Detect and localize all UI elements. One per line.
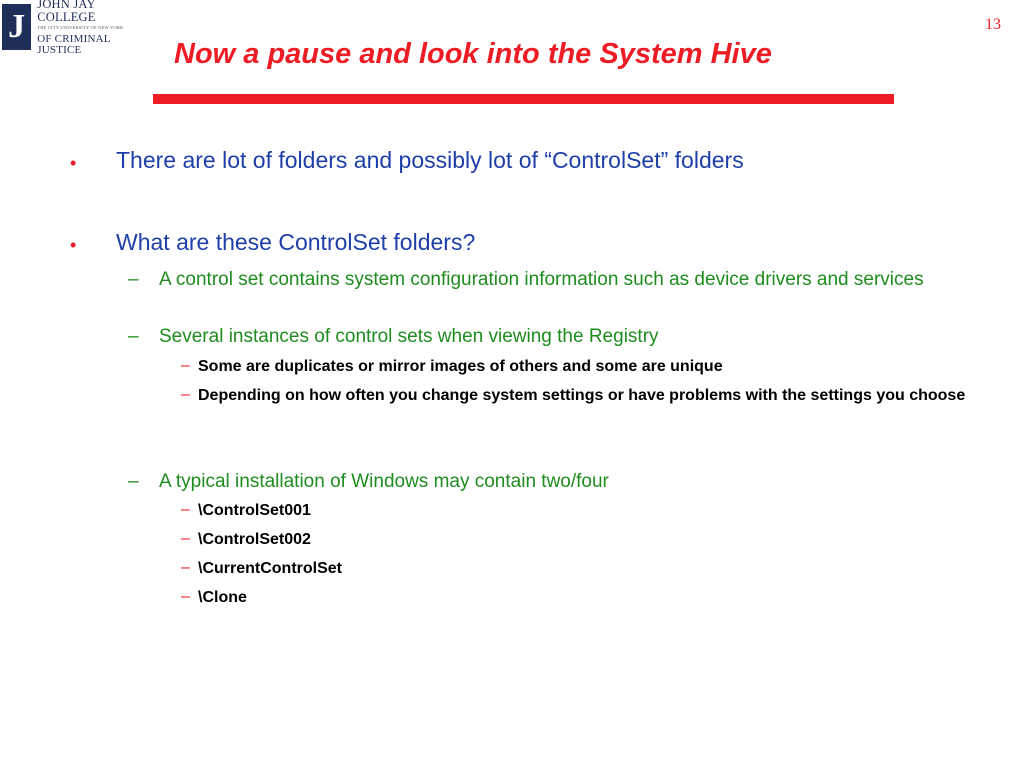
controlset-entry: \Clone [198, 589, 247, 606]
dash-marker: – [128, 269, 139, 290]
title-underline [153, 94, 894, 104]
dash-marker: – [128, 471, 139, 492]
logo-text [37, 0, 154, 56]
logo-line2: THE CITY UNIVERSITY OF NEW YORK [37, 25, 124, 31]
bullet-marker: • [70, 153, 77, 173]
logo-line1: JOHN JAY COLLEGE [37, 0, 96, 24]
dash-marker: – [181, 559, 190, 576]
logo-letter: J [8, 8, 26, 45]
slide-title: Now a pause and look into the System Hive [174, 38, 772, 70]
controlset-entry: \ControlSet002 [198, 531, 311, 548]
college-logo [2, 0, 154, 56]
dash-marker: – [181, 530, 190, 547]
page-number: 13 [985, 16, 1001, 33]
logo-mark [2, 4, 31, 50]
dash-marker: – [181, 357, 190, 374]
controlset-entry: \CurrentControlSet [198, 560, 342, 577]
bullet-item-2: What are these ControlSet folders? [116, 229, 476, 255]
dash-marker: – [181, 588, 190, 605]
dash-marker: – [128, 326, 139, 347]
sub-item-several-instances: Several instances of control sets when viewing the Registry [159, 326, 659, 347]
detail-duplicates: Some are duplicates or mirror images of others and some are unique [198, 358, 723, 375]
logo-line3: OF CRIMINAL JUSTICE [37, 32, 111, 56]
sub-item-control-set-definition: A control set contains system configuration information such as device drivers and services [159, 269, 924, 290]
dash-marker: – [181, 386, 190, 403]
detail-change-frequency: Depending on how often you change system settings or have problems with the settings you choose [198, 387, 966, 404]
dash-marker: – [181, 501, 190, 518]
controlset-entry: \ControlSet001 [198, 502, 311, 519]
bullet-marker: • [70, 235, 77, 255]
sub-item-typical-installation: A typical installation of Windows may contain two/four [159, 471, 609, 492]
bullet-item-1: There are lot of folders and possibly lot of “ControlSet” folders [116, 147, 744, 173]
